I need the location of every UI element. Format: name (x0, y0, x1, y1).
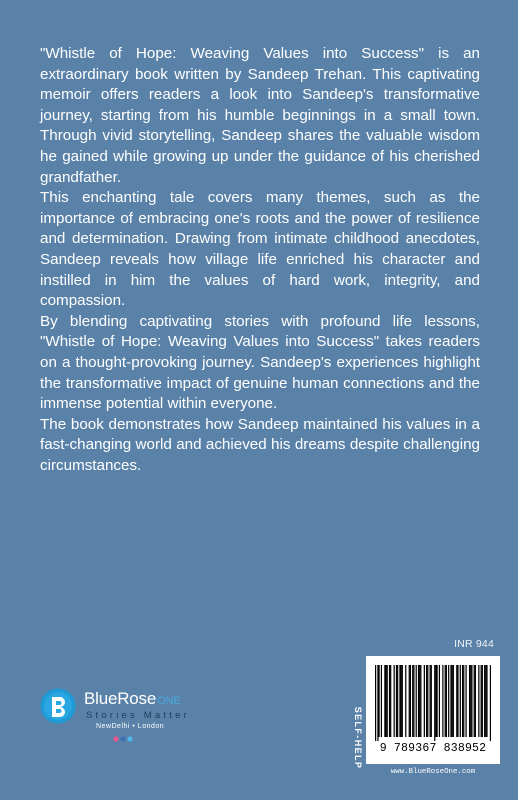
barcode-bar (431, 665, 432, 737)
barcode-bar (448, 665, 449, 737)
twitter-icon (127, 736, 132, 741)
publisher-name (84, 689, 180, 709)
back-cover-blurb (40, 44, 480, 476)
barcode-bar (435, 665, 436, 737)
barcode-bar (445, 665, 446, 737)
blurb-paragraph-2: This enchanting tale covers many themes, such as the importance of embracing one's roots and the power of resilience and determination. Drawing from intimate childhood anecdotes, Sandeep reveals how village life enriched his character and instilled in him the values of hard work, integrity, and compassion. (40, 189, 480, 310)
barcode-bar (475, 665, 476, 737)
barcode-bar (397, 665, 398, 737)
barcode-bar (484, 665, 485, 737)
publisher-website: www.BlueRoseOne.com (390, 768, 476, 776)
barcode-bar (436, 665, 437, 737)
barcode-bar (427, 665, 428, 737)
publisher-name-main: BlueRose (84, 689, 157, 708)
barcode-bar (416, 665, 417, 737)
barcode-bar (413, 665, 414, 737)
barcode-bar (463, 665, 464, 737)
barcode-bar (389, 665, 390, 737)
barcode-bar (486, 665, 487, 737)
barcode-bar (456, 665, 457, 737)
barcode-bar (482, 665, 483, 737)
isbn-number: 9 789367 838952 (379, 742, 487, 755)
barcode-bar (439, 665, 440, 737)
social-icons (112, 735, 136, 743)
barcode-bar (419, 665, 420, 737)
barcode-bar (430, 665, 431, 737)
barcode-bar (434, 665, 435, 741)
publisher-locations: NewDelhi • London (96, 723, 165, 730)
facebook-icon (113, 736, 118, 741)
barcode-bar (470, 665, 471, 737)
barcode-bars (375, 665, 491, 741)
barcode-bar (409, 665, 410, 737)
barcode-bar (471, 665, 472, 737)
barcode-bar (418, 665, 419, 737)
barcode-bar (453, 665, 454, 737)
barcode-bar (394, 665, 395, 737)
category-label: SELF-HELP (353, 706, 363, 770)
barcode-bar (485, 665, 486, 737)
barcode-bar (405, 665, 406, 737)
barcode-bar (450, 665, 451, 737)
barcode-bar (469, 665, 470, 737)
barcode-bar (402, 665, 403, 737)
barcode-bar (396, 665, 397, 737)
barcode-bar (462, 665, 463, 737)
barcode-bar (474, 665, 475, 737)
barcode-bar (401, 665, 402, 737)
barcode-bar (424, 665, 425, 737)
instagram-icon (120, 736, 125, 741)
barcode-bar (420, 665, 421, 737)
barcode-bar (457, 665, 458, 737)
barcode-bar (390, 665, 391, 737)
barcode-bar (381, 665, 382, 737)
blurb-paragraph-4: The book demonstrates how Sandeep maintained his values in a fast-changing world and achieved his dreams despite challenging circumstances. (40, 415, 480, 474)
barcode-bar (426, 665, 427, 737)
publisher-tagline: Stories Matter (86, 710, 190, 721)
barcode-bar (490, 665, 491, 741)
barcode-bar (412, 665, 413, 737)
barcode-bar (481, 665, 482, 737)
barcode-bar (378, 665, 379, 737)
price-label: INR 944 (454, 638, 494, 650)
barcode-bar (385, 665, 386, 737)
barcode-bar (478, 665, 479, 737)
barcode-bar (375, 665, 376, 741)
barcode-bar (452, 665, 453, 737)
barcode-bar (460, 665, 461, 737)
blurb-paragraph-1: "Whistle of Hope: Weaving Values into Success" is an extraordinary book written by Sandeep Trehan. This captivating memoir offers readers a look into Sandeep's transformative journey, starting from his humble beginnings in a small town. Through vivid storytelling, Sandeep shares the valuable wisdom he gained while growing up under the guidance of his cherished grandfather. (40, 45, 480, 186)
b-monogram-icon (40, 688, 76, 724)
barcode-bar (410, 665, 411, 737)
barcode-bar (377, 665, 378, 741)
barcode-bar (387, 665, 388, 737)
barcode-bar (442, 665, 443, 737)
barcode-bar (446, 665, 447, 737)
publisher-name-suffix: ONE (157, 695, 181, 707)
barcode (366, 656, 500, 764)
barcode-bar (384, 665, 385, 737)
blurb-paragraph-3: By blending captivating stories with profound life lessons, "Whistle of Hope: Weaving Values into Success" takes readers on a thought-provoking journey. Sandeep's experiences highlight the transformative impact of genuine human connections and the immense potential within everyone. (40, 312, 480, 413)
barcode-bar (399, 665, 400, 737)
barcode-bar (465, 665, 466, 737)
